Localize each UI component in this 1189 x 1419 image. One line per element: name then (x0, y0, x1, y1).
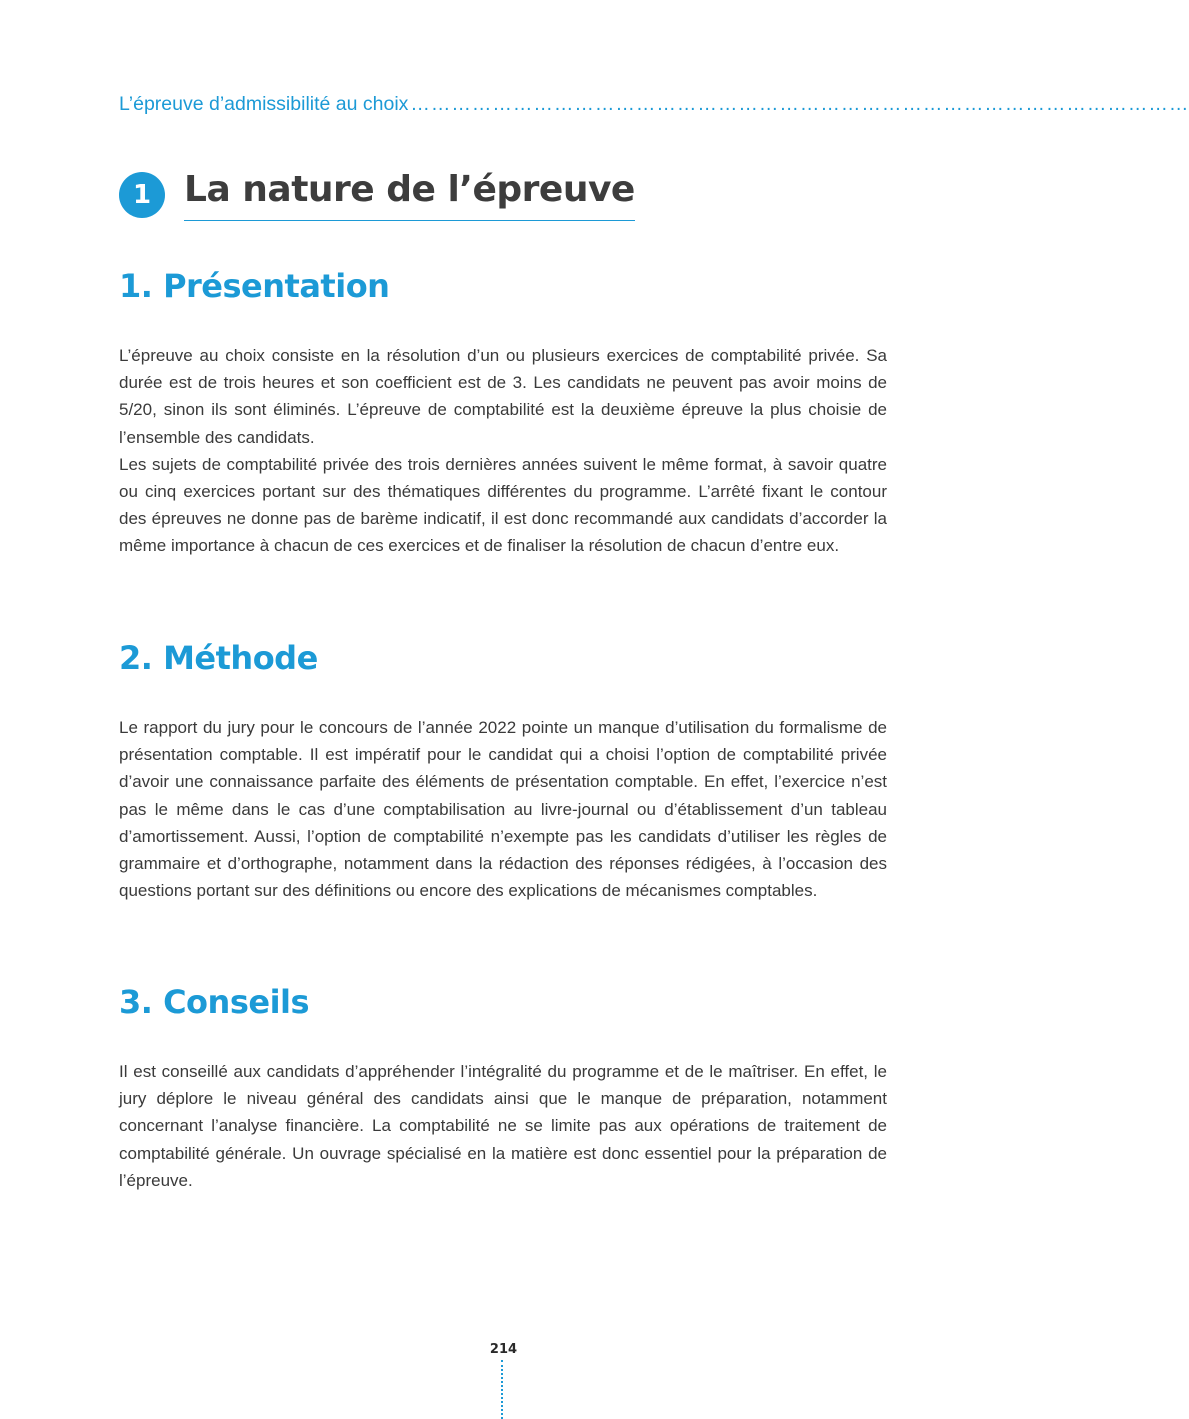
paragraph: Il est conseillé aux candidats d’appréhender l’intégralité du programme et de le maîtriser. En effet, le jury déplore le niveau général des candidats ainsi que le manque de préparation, notamment concernant l’analyse financière. La comptabilité ne se limite pas aux opérations de traitement de comptabilité générale. Un ouvrage spécialisé en la matière est donc essentiel pour la préparation de l’épreuve. (119, 1062, 887, 1190)
paragraph: Le rapport du jury pour le concours de l’année 2022 pointe un manque d’utilisation du formalisme de présentation comptable. Il est impératif pour le candidat qui a choisi l’option de comptabilité privée d’avoir une connaissance parfaite des éléments de présentation comptable. En effet, l’exercice n’est pas le même dans le cas d’une comptabilisation au livre-journal ou d’établissement d’un tableau d’amortissement. Aussi, l’option de comptabilité n’exempte pas les candidats d’utiliser les règles de grammaire et d’orthographe, notamment dans la rédaction des réponses rédigées, à l’occasion des questions portant sur des définitions ou encore des explications de mécanismes comptables. (119, 718, 887, 901)
running-header-leader: …………………………………………………………………………………………………… (410, 93, 1189, 115)
running-header-title: L’épreuve d’admissibilité au choix (119, 93, 409, 115)
section-body-conseils (119, 1058, 887, 1194)
footer-dotted-rule (501, 1360, 503, 1419)
section-title-methode: 2. Méthode (119, 639, 318, 677)
running-header (119, 88, 1189, 116)
paragraph: L’épreuve au choix consiste en la résolution d’un ou plusieurs exercices de comptabilité privée. Sa durée est de trois heures et son coefficient est de 3. Les candidats ne peuvent pas avoir moins de 5/20, sinon ils sont éliminés. L’épreuve de comptabilité est la deuxième épreuve la plus choisie de l’ensemble des candidats. (119, 346, 887, 447)
paragraph: Les sujets de comptabilité privée des trois dernières années suivent le même format, à savoir quatre ou cinq exercices portant sur des thématiques différentes du programme. L’arrêté fixant le contour des épreuves ne donne pas de barème indicatif, il est donc recommandé aux candidats d’accorder la même importance à chacun de ces exercices et de finaliser la résolution de chacun d’entre eux. (119, 454, 887, 556)
section-body-methode (119, 714, 887, 904)
page-number: 214 (489, 1342, 518, 1357)
chapter-title: La nature de l’épreuve (184, 168, 635, 221)
chapter-number-badge: 1 (119, 172, 165, 218)
chapter-heading (119, 168, 635, 228)
section-title-presentation: 1. Présentation (119, 267, 390, 305)
page-footer (0, 1338, 1007, 1357)
section-title-conseils: 3. Conseils (119, 983, 310, 1021)
section-body-presentation (119, 342, 887, 560)
